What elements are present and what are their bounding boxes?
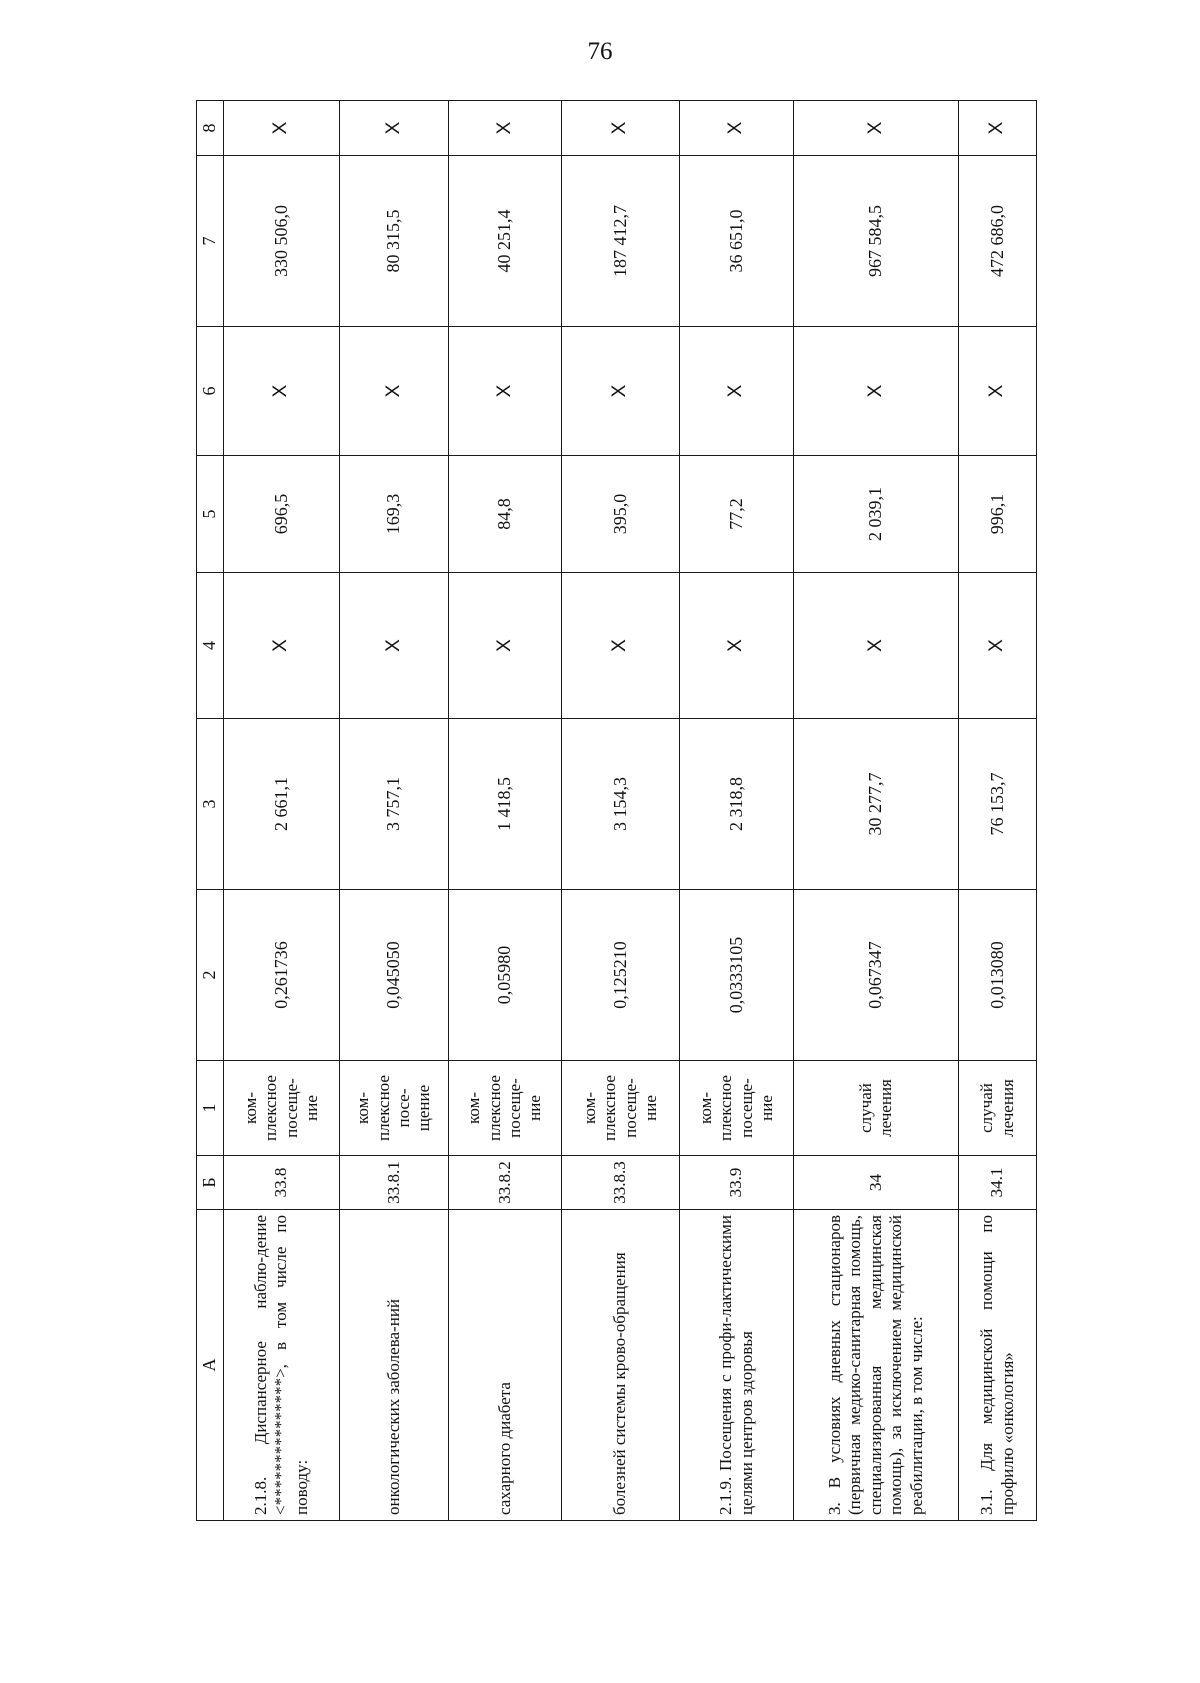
cell-col4: X (224, 573, 340, 719)
cell-col3: 2 661,1 (224, 719, 340, 890)
cell-row-code: 33.8.2 (449, 1156, 562, 1210)
cell-col6: X (562, 327, 680, 456)
cell-col8: X (959, 101, 1037, 156)
cell-col8: X (449, 101, 562, 156)
header-cell-7: 7 (197, 156, 224, 327)
cell-unit: случай лечения (959, 1061, 1037, 1156)
cell-name: болезней системы крово-обращения (562, 1210, 680, 1521)
table-row (959, 101, 1037, 1521)
table-row (224, 101, 340, 1521)
cell-unit: ком-плексное посеще-ние (224, 1061, 340, 1156)
cell-col5: 996,1 (959, 456, 1037, 573)
cell-col2: 0,125210 (562, 890, 680, 1061)
table-row (340, 101, 449, 1521)
cell-row-code: 33.9 (680, 1156, 794, 1210)
cell-unit: случай лечения (794, 1061, 959, 1156)
cell-row-code: 34 (794, 1156, 959, 1210)
cell-col2: 0,0333105 (680, 890, 794, 1061)
header-row (197, 101, 224, 1521)
cell-col3: 30 277,7 (794, 719, 959, 890)
table-row (449, 101, 562, 1521)
cell-unit: ком-плексное посе-щение (340, 1061, 449, 1156)
cell-col4: X (794, 573, 959, 719)
cell-col8: X (340, 101, 449, 156)
header-cell-b: Б (197, 1156, 224, 1210)
cell-col8: X (680, 101, 794, 156)
header-cell-5: 5 (197, 456, 224, 573)
cell-row-code: 33.8.1 (340, 1156, 449, 1210)
cell-col5: 2 039,1 (794, 456, 959, 573)
cell-col7: 80 315,5 (340, 156, 449, 327)
cell-name: 2.1.8. Диспансерное наблю-дение <***************>, в том числе по поводу: (224, 1210, 340, 1521)
header-cell-2: 2 (197, 890, 224, 1061)
cell-col4: X (340, 573, 449, 719)
cell-name: 3.1. Для медицинской помощи по профилю «онкология» (959, 1210, 1037, 1521)
cell-col6: X (224, 327, 340, 456)
cell-row-code: 34.1 (959, 1156, 1037, 1210)
cell-col7: 967 584,5 (794, 156, 959, 327)
cell-col3: 2 318,8 (680, 719, 794, 890)
cell-col3: 76 153,7 (959, 719, 1037, 890)
cell-col7: 330 506,0 (224, 156, 340, 327)
cell-name: сахарного диабета (449, 1210, 562, 1521)
header-cell-3: 3 (197, 719, 224, 890)
cell-name: 3. В условиях дневных стационаров (первичная медико-санитарная помощь, специализированная медицинская помощь), за исключением медицинской реабилитации, в том числе: (794, 1210, 959, 1521)
table-row (562, 101, 680, 1521)
cell-col5: 395,0 (562, 456, 680, 573)
cell-col2: 0,067347 (794, 890, 959, 1061)
cell-col3: 3 757,1 (340, 719, 449, 890)
cell-col2: 0,045050 (340, 890, 449, 1061)
cell-col6: X (794, 327, 959, 456)
cell-col7: 472 686,0 (959, 156, 1037, 327)
header-cell-6: 6 (197, 327, 224, 456)
cell-unit: ком-плексное посеще-ние (449, 1061, 562, 1156)
cell-name: онкологических заболева-ний (340, 1210, 449, 1521)
cell-col6: X (449, 327, 562, 456)
header-cell-1: 1 (197, 1061, 224, 1156)
data-table (196, 100, 1037, 1521)
cell-col4: X (959, 573, 1037, 719)
cell-col6: X (680, 327, 794, 456)
header-cell-8: 8 (197, 101, 224, 156)
cell-col5: 84,8 (449, 456, 562, 573)
cell-col7: 36 651,0 (680, 156, 794, 327)
cell-col4: X (449, 573, 562, 719)
cell-col8: X (224, 101, 340, 156)
cell-col3: 1 418,5 (449, 719, 562, 890)
cell-col3: 3 154,3 (562, 719, 680, 890)
cell-col4: X (562, 573, 680, 719)
page-number: 76 (587, 38, 613, 65)
cell-col2: 0,261736 (224, 890, 340, 1061)
cell-unit: ком-плексное посеще-ние (562, 1061, 680, 1156)
cell-col5: 696,5 (224, 456, 340, 573)
cell-col8: X (562, 101, 680, 156)
cell-row-code: 33.8.3 (562, 1156, 680, 1210)
cell-col8: X (794, 101, 959, 156)
table-container (196, 101, 1035, 1521)
header-cell-4: 4 (197, 573, 224, 719)
cell-name: 2.1.9. Посещения с профи-лактическими целями центров здоровья (680, 1210, 794, 1521)
cell-col6: X (340, 327, 449, 456)
cell-col7: 40 251,4 (449, 156, 562, 327)
cell-row-code: 33.8 (224, 1156, 340, 1210)
cell-col4: X (680, 573, 794, 719)
cell-col2: 0,05980 (449, 890, 562, 1061)
cell-col5: 77,2 (680, 456, 794, 573)
header-cell-a: А (197, 1210, 224, 1521)
table-row (680, 101, 794, 1521)
cell-unit: ком-плексное посеще-ние (680, 1061, 794, 1156)
cell-col7: 187 412,7 (562, 156, 680, 327)
table-row (794, 101, 959, 1521)
cell-col5: 169,3 (340, 456, 449, 573)
cell-col2: 0,013080 (959, 890, 1037, 1061)
cell-col6: X (959, 327, 1037, 456)
